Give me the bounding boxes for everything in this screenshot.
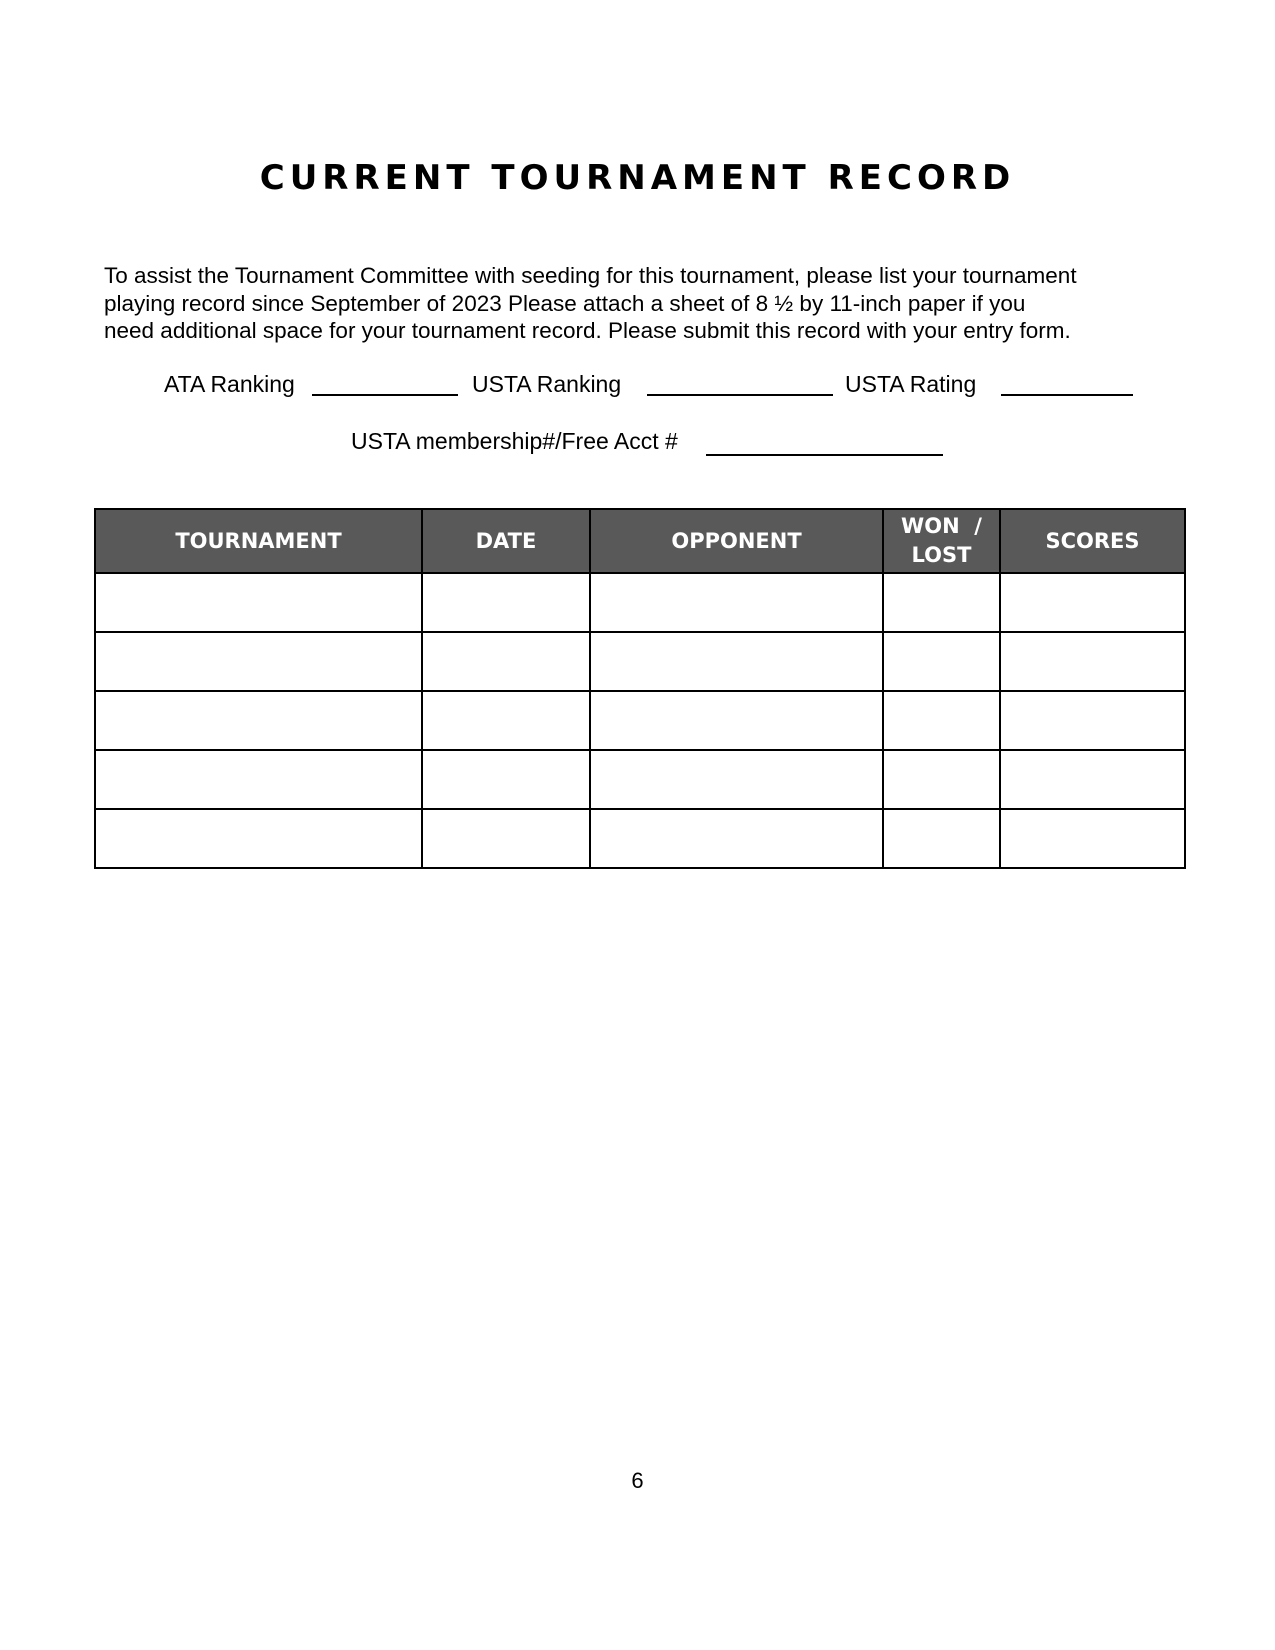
header-won-lost-line1: WON / — [901, 514, 982, 538]
header-date: DATE — [422, 509, 590, 573]
opponent-cell[interactable] — [590, 573, 883, 632]
table-row — [95, 691, 1185, 750]
usta-rating-label: USTA Rating — [845, 371, 977, 397]
tournament-cell[interactable] — [95, 573, 422, 632]
scores-cell[interactable] — [1000, 750, 1185, 809]
opponent-cell[interactable] — [590, 691, 883, 750]
usta-ranking-field[interactable] — [647, 394, 833, 396]
tournament-cell[interactable] — [95, 809, 422, 868]
header-won-lost — [883, 509, 1000, 573]
won-lost-cell[interactable] — [883, 691, 1000, 750]
scores-cell[interactable] — [1000, 573, 1185, 632]
header-opponent: OPPONENT — [590, 509, 883, 573]
tournament-record-table — [94, 508, 1186, 869]
tournament-cell[interactable] — [95, 632, 422, 691]
usta-rating-field[interactable] — [1001, 394, 1133, 396]
intro-paragraph — [104, 262, 1194, 345]
date-cell[interactable] — [422, 809, 590, 868]
table-header-row — [95, 509, 1185, 573]
table-row — [95, 750, 1185, 809]
ata-ranking-field[interactable] — [312, 394, 458, 396]
header-won-lost-line2: LOST — [911, 543, 972, 567]
table-row — [95, 573, 1185, 632]
opponent-cell[interactable] — [590, 632, 883, 691]
ata-ranking-label: ATA Ranking — [164, 371, 295, 397]
page-number: 6 — [631, 1468, 644, 1493]
date-cell[interactable] — [422, 691, 590, 750]
date-cell[interactable] — [422, 573, 590, 632]
date-cell[interactable] — [422, 632, 590, 691]
intro-line: To assist the Tournament Committee with seeding for this tournament, please list your tournament — [104, 263, 1077, 288]
tournament-cell[interactable] — [95, 750, 422, 809]
scores-cell[interactable] — [1000, 632, 1185, 691]
intro-line: need additional space for your tournament record. Please submit this record with your entry form. — [104, 318, 1071, 343]
scores-cell[interactable] — [1000, 691, 1185, 750]
table-row — [95, 809, 1185, 868]
won-lost-cell[interactable] — [883, 750, 1000, 809]
usta-membership-label: USTA membership#/Free Acct # — [351, 428, 678, 454]
page-title: CURRENT TOURNAMENT RECORD — [259, 158, 1016, 198]
won-lost-cell[interactable] — [883, 632, 1000, 691]
usta-membership-field[interactable] — [706, 454, 943, 456]
date-cell[interactable] — [422, 750, 590, 809]
opponent-cell[interactable] — [590, 809, 883, 868]
won-lost-cell[interactable] — [883, 573, 1000, 632]
tournament-cell[interactable] — [95, 691, 422, 750]
won-lost-cell[interactable] — [883, 809, 1000, 868]
opponent-cell[interactable] — [590, 750, 883, 809]
header-scores: SCORES — [1000, 509, 1185, 573]
usta-ranking-label: USTA Ranking — [472, 371, 622, 397]
header-tournament: TOURNAMENT — [95, 509, 422, 573]
scores-cell[interactable] — [1000, 809, 1185, 868]
intro-line: playing record since September of 2023 Please attach a sheet of 8 ½ by 11-inch paper if you — [104, 290, 1026, 316]
table-row — [95, 632, 1185, 691]
